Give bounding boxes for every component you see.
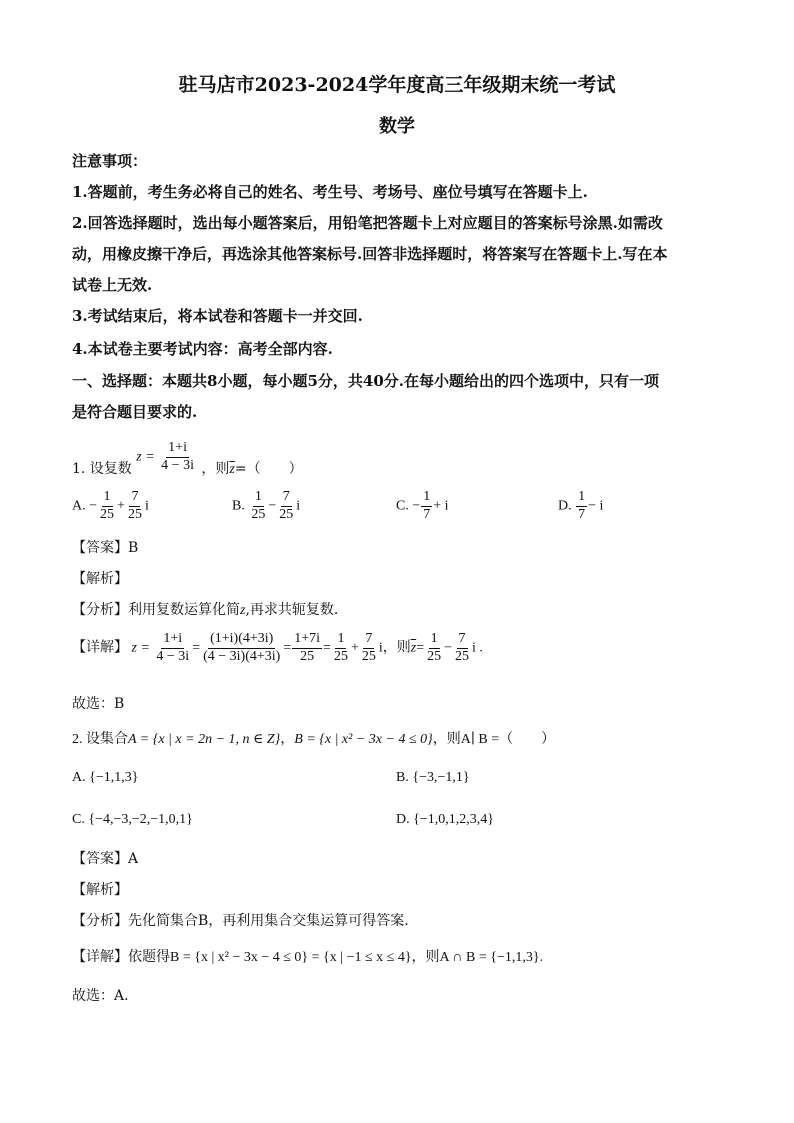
q1-analysis-tag: 【解析】 bbox=[72, 571, 128, 587]
q1-option-b: B. $\frac{1}{25}$ − $\frac{7}{25}$ i bbox=[232, 489, 301, 522]
note-3: 3.考试结束后，将本试卷和答题卡一并交回. bbox=[72, 307, 363, 325]
section-heading-line1: 一、选择题：本题共8小题，每小题5分，共40分.在每小题给出的四个选项中，只有一项 bbox=[72, 372, 659, 390]
q2-option-c: C. {−4,−3,−2,−1,0,1} bbox=[72, 812, 193, 827]
notes-heading: 注意事项： bbox=[72, 152, 148, 170]
note-4: 4.本试卷主要考试内容：高考全部内容. bbox=[72, 340, 333, 358]
q1-option-a: A. − $\frac{1}{25}$ + $\frac{7}{25}$ i bbox=[72, 489, 149, 522]
q2-conclusion: 故选：A. bbox=[72, 988, 129, 1004]
q2-fenxi: 【分析】先化简集合B，再利用集合交集运算可得答案. bbox=[72, 913, 409, 929]
note-2-line1: 2.回答选择题时，选出每小题答案后，用铅笔把答题卡上对应题目的答案标号涂黑.如需改 bbox=[72, 214, 663, 232]
q2-stem: 2. 设集合A = {x | x = 2n − 1, n ∈ Z}，B = {x | x² − 3x − 4 ≤ 0}，则A∣ B =（ ） bbox=[72, 732, 556, 747]
note-2-line3: 试卷上无效. bbox=[72, 276, 153, 294]
section-heading-line2: 是符合题目要求的. bbox=[72, 403, 198, 421]
note-1: 1.答题前，考生务必将自己的姓名、考生号、考场号、座位号填写在答题卡上. bbox=[72, 183, 588, 201]
q1-stem: 1. 设复数 z = $\frac{1+i}{4 - 3i}$ ，则$\overline{z}=$（ ） bbox=[72, 439, 303, 477]
q2-answer: 【答案】A bbox=[72, 851, 139, 867]
q2-detail: 【详解】依题得B = {x | x² − 3x − 4 ≤ 0} = {x | −1 ≤ x ≤ 4}，则A ∩ B = {−1,1,3}. bbox=[72, 950, 544, 965]
q1-detail: 【详解】 z = $\frac{1+i}{4 - 3i}$ = $\frac{(1+i)(4+3i)}{(4 - 3i)(4+3i)}$ = $\frac{1+7i}{25}$ = $\frac{1}{25}$ + $\frac{7}{25}$ i，则$\overline{z}=$ $\frac{1}{25}$ − $\frac{7}{25}$ i . bbox=[72, 631, 483, 664]
q1-fenxi: 【分析】利用复数运算化简z,再求共轭复数. bbox=[72, 602, 339, 618]
q2-set-a: A = {x | x = 2n − 1, n ∈ Z} bbox=[128, 732, 281, 747]
q1-z-formula: z = $\frac{1+i}{4 - 3i}$ bbox=[136, 439, 194, 473]
q1-prefix: 1. 设复数 bbox=[72, 461, 132, 477]
q2-option-b: B. {−3,−1,1} bbox=[396, 770, 470, 785]
q1-zbar: $\overline{z}$ bbox=[229, 462, 235, 477]
q2-option-d: D. {−1,0,1,2,3,4} bbox=[396, 812, 494, 827]
q2-set-b: B = {x | x² − 3x − 4 ≤ 0} bbox=[294, 732, 433, 747]
q2-analysis-tag: 【解析】 bbox=[72, 882, 128, 898]
exam-title: 驻马店市2023-2024学年度高三年级期末统一考试 bbox=[178, 74, 616, 96]
q1-option-c: C. − $\frac{1}{7}$ + i bbox=[396, 489, 449, 522]
note-2-line2: 动，用橡皮擦干净后，再选涂其他答案标号.回答非选择题时，将答案写在答题卡上.写在本 bbox=[72, 245, 668, 263]
exam-subject: 数学 bbox=[379, 116, 415, 137]
q1-option-d: D. $\frac{1}{7}$ − i bbox=[558, 489, 604, 522]
q1-conclusion: 故选：B bbox=[72, 696, 125, 712]
q2-option-a: A. {−1,1,3} bbox=[72, 770, 139, 785]
q1-answer: 【答案】B bbox=[72, 540, 139, 556]
